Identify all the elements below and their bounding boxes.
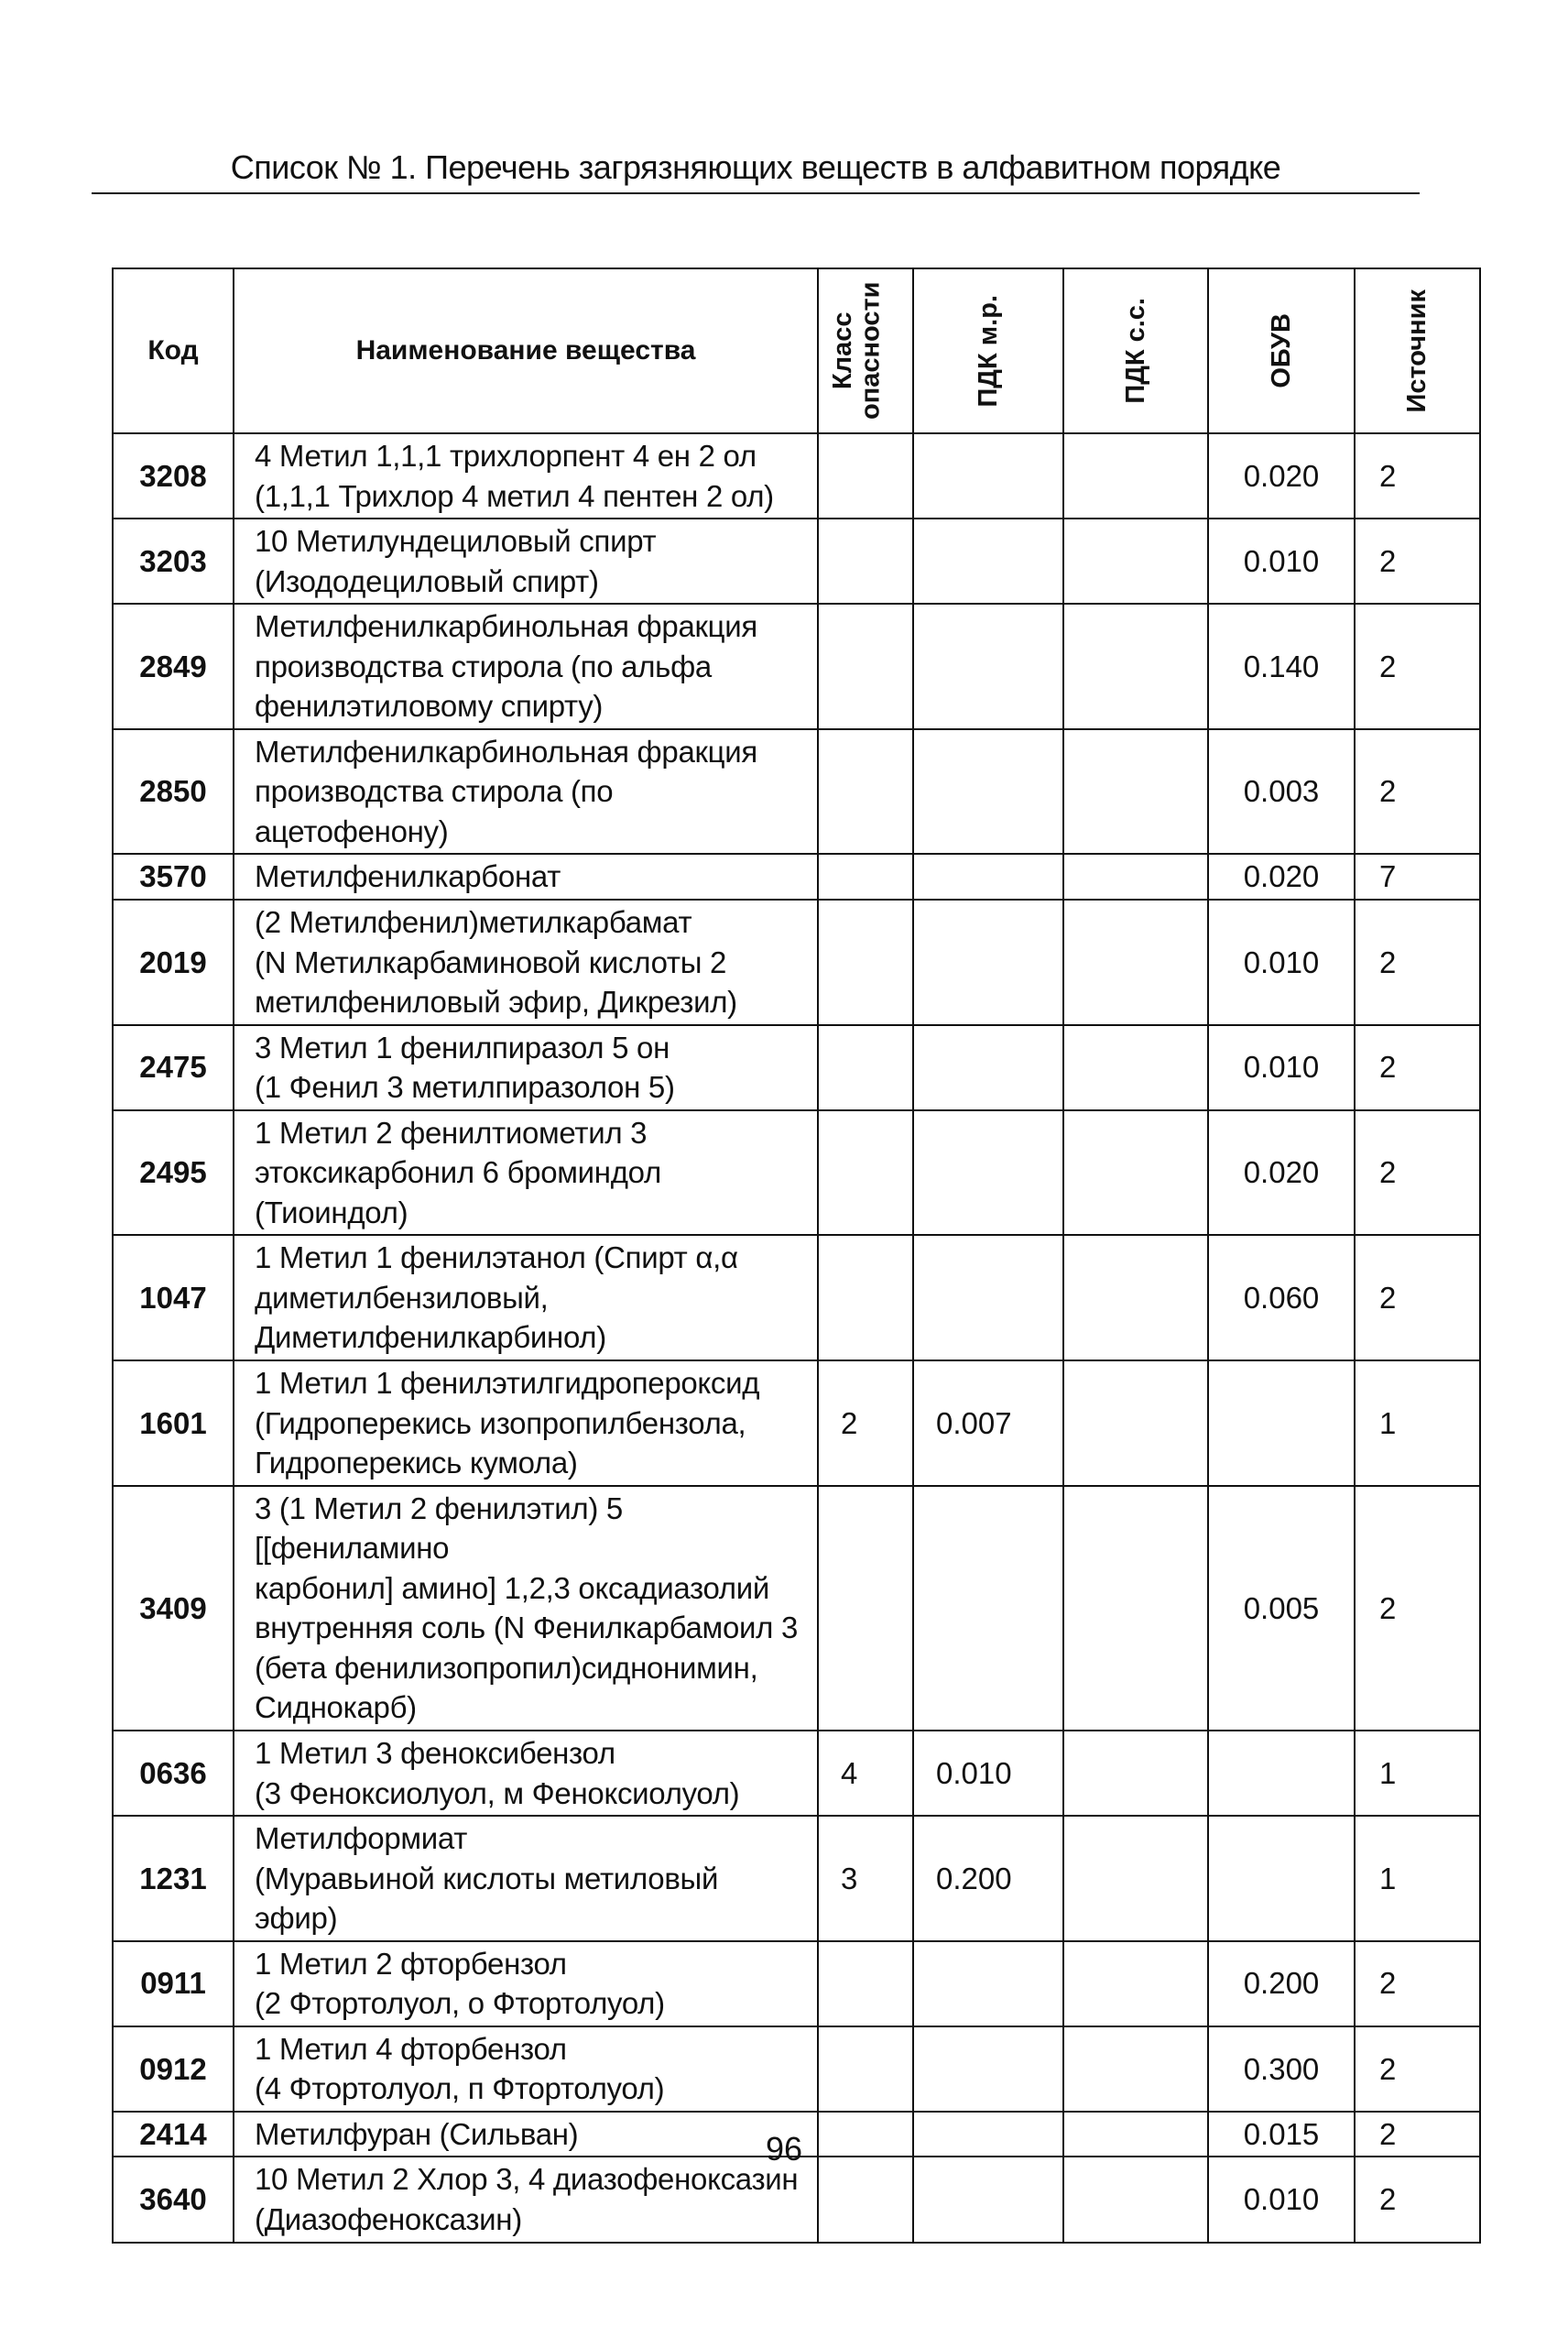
name-line: (N Метилкарбаминовой кислоты 2 — [255, 945, 727, 979]
cell-pdk-mr — [913, 433, 1063, 519]
cell-source: 2 — [1355, 2026, 1480, 2112]
name-line: (2 Фтортолуол, о Фтортолуол) — [255, 1986, 665, 2021]
cell-pdk-ss — [1063, 1486, 1208, 1731]
cell-name — [234, 1360, 818, 1486]
cell-source: 1 — [1355, 1360, 1480, 1486]
cell-source: 1 — [1355, 1731, 1480, 1816]
cell-code: 0911 — [113, 1941, 234, 2026]
table-row — [113, 854, 1480, 900]
cell-obuv: 0.060 — [1208, 1235, 1355, 1360]
name-line: 3 Метил 1 фенилпиразол 5 он — [255, 1030, 670, 1065]
name-line: (Гидроперекись изопропилбензола, — [255, 1405, 746, 1440]
cell-source: 2 — [1355, 604, 1480, 729]
cell-hazard-class — [818, 1941, 913, 2026]
cell-obuv: 0.010 — [1208, 1025, 1355, 1110]
cell-code: 0636 — [113, 1731, 234, 1816]
col-header-obuv: ОБУВ — [1208, 268, 1355, 433]
cell-hazard-class — [818, 604, 913, 729]
name-line: производства стирола (по альфа — [255, 649, 712, 683]
cell-name — [234, 854, 818, 900]
col-header-pdk-ss: ПДК с.с. — [1063, 268, 1208, 433]
cell-code: 1601 — [113, 1360, 234, 1486]
cell-pdk-ss — [1063, 1816, 1208, 1941]
cell-hazard-class — [818, 2026, 913, 2112]
cell-hazard-class — [818, 1025, 913, 1110]
name-line: (1 Фенил 3 метилпиразолон 5) — [255, 1070, 675, 1105]
name-line: производства стирола (по ацетофенону) — [255, 774, 614, 848]
col-header-pdk-mr: ПДК м.р. — [913, 268, 1063, 433]
cell-pdk-ss — [1063, 1731, 1208, 1816]
table-row — [113, 1731, 1480, 1816]
table-row — [113, 1816, 1480, 1941]
cell-obuv: 0.010 — [1208, 519, 1355, 604]
cell-obuv — [1208, 1731, 1355, 1816]
cell-name — [234, 433, 818, 519]
name-line: Метилфенилкарбонат — [255, 859, 561, 894]
cell-source: 2 — [1355, 433, 1480, 519]
name-line: Сиднокарб) — [255, 1690, 417, 1725]
name-line: Метилфенилкарбинольная фракция — [255, 609, 757, 644]
name-line: (2 Метилфенил)метилкарбамат — [255, 905, 692, 940]
name-line: 1 Метил 4 фторбензол — [255, 2031, 567, 2066]
cell-pdk-mr — [913, 729, 1063, 855]
cell-pdk-mr — [913, 2157, 1063, 2242]
name-line: Гидроперекись кумола) — [255, 1446, 578, 1480]
cell-code: 0912 — [113, 2026, 234, 2112]
col-header-source: Источник — [1355, 268, 1480, 433]
name-line: (4 Фтортолуол, п Фтортолуол) — [255, 2071, 665, 2106]
cell-source: 2 — [1355, 1941, 1480, 2026]
cell-code: 3203 — [113, 519, 234, 604]
page-header: Список № 1. Перечень загрязняющих веществ в алфавитном порядке — [92, 148, 1420, 194]
name-line: 1 Метил 1 фенилэтилгидропероксид — [255, 1366, 760, 1401]
table-row — [113, 1486, 1480, 1731]
cell-obuv: 0.015 — [1208, 2112, 1355, 2157]
table-row — [113, 1360, 1480, 1486]
cell-source: 2 — [1355, 900, 1480, 1025]
name-line: этоксикарбонил 6 броминдол (Тиоиндол) — [255, 1155, 661, 1229]
name-line: (1,1,1 Трихлор 4 метил 4 пентен 2 ол) — [255, 478, 774, 513]
cell-hazard-class — [818, 729, 913, 855]
name-line: (Диазофеноксазин) — [255, 2201, 522, 2236]
table-body — [113, 433, 1480, 2243]
cell-pdk-mr — [913, 900, 1063, 1025]
cell-pdk-ss — [1063, 854, 1208, 900]
cell-source: 2 — [1355, 519, 1480, 604]
cell-hazard-class: 3 — [818, 1816, 913, 1941]
table-row — [113, 1110, 1480, 1236]
table-row — [113, 1025, 1480, 1110]
cell-code: 2414 — [113, 2112, 234, 2157]
cell-hazard-class — [818, 2157, 913, 2242]
cell-source: 2 — [1355, 1235, 1480, 1360]
cell-pdk-ss — [1063, 604, 1208, 729]
cell-name — [234, 604, 818, 729]
cell-hazard-class — [818, 433, 913, 519]
cell-code: 2850 — [113, 729, 234, 855]
cell-hazard-class — [818, 519, 913, 604]
table-row — [113, 519, 1480, 604]
cell-code: 2019 — [113, 900, 234, 1025]
cell-name — [234, 519, 818, 604]
cell-pdk-mr: 0.200 — [913, 1816, 1063, 1941]
cell-pdk-ss — [1063, 2026, 1208, 2112]
name-line: внутренняя соль (N Фенилкарбамоил 3 — [255, 1611, 799, 1645]
name-line: (бета фенилизопропил)сиднонимин, — [255, 1650, 758, 1685]
name-line: 10 Метилундециловый спирт — [255, 524, 657, 559]
cell-pdk-ss — [1063, 519, 1208, 604]
cell-pdk-mr — [913, 1025, 1063, 1110]
cell-pdk-ss — [1063, 1235, 1208, 1360]
cell-name — [234, 1235, 818, 1360]
cell-source: 2 — [1355, 2112, 1480, 2157]
cell-source: 2 — [1355, 729, 1480, 855]
table-row — [113, 900, 1480, 1025]
cell-pdk-mr — [913, 519, 1063, 604]
name-line: Метилформиат — [255, 1821, 468, 1856]
name-line: 3 (1 Метил 2 фенилэтил) 5 [[фениламино — [255, 1491, 623, 1566]
cell-pdk-mr — [913, 604, 1063, 729]
cell-pdk-mr — [913, 1110, 1063, 1236]
cell-hazard-class — [818, 854, 913, 900]
cell-obuv: 0.003 — [1208, 729, 1355, 855]
name-line: 1 Метил 2 фторбензол — [255, 1946, 567, 1981]
cell-source: 7 — [1355, 854, 1480, 900]
cell-name — [234, 1486, 818, 1731]
name-line: Метилфуран (Сильван) — [255, 2116, 579, 2151]
cell-code: 3640 — [113, 2157, 234, 2242]
cell-code: 3409 — [113, 1486, 234, 1731]
table-row — [113, 604, 1480, 729]
cell-hazard-class: 4 — [818, 1731, 913, 1816]
cell-source: 2 — [1355, 1486, 1480, 1731]
name-line: диметилбензиловый, — [255, 1280, 549, 1315]
cell-obuv: 0.200 — [1208, 1941, 1355, 2026]
name-line: (Муравьиной кислоты метиловый эфир) — [255, 1861, 719, 1936]
cell-name — [234, 1816, 818, 1941]
cell-hazard-class — [818, 1235, 913, 1360]
name-line: 10 Метил 2 Хлор 3, 4 диазофеноксазин — [255, 2162, 799, 2197]
cell-pdk-mr — [913, 1486, 1063, 1731]
page-number: 96 — [765, 2130, 803, 2168]
table-row — [113, 2026, 1480, 2112]
cell-name — [234, 1110, 818, 1236]
cell-pdk-ss — [1063, 1110, 1208, 1236]
cell-pdk-ss — [1063, 1025, 1208, 1110]
cell-pdk-ss — [1063, 1360, 1208, 1486]
cell-pdk-ss — [1063, 729, 1208, 855]
cell-obuv — [1208, 1816, 1355, 1941]
table-header-row — [113, 268, 1480, 433]
name-line: 1 Метил 2 фенилтиометил 3 — [255, 1115, 648, 1150]
name-line: Диметилфенилкарбинол) — [255, 1320, 606, 1355]
cell-code: 1231 — [113, 1816, 234, 1941]
cell-obuv — [1208, 1360, 1355, 1486]
table-row — [113, 1235, 1480, 1360]
name-line: карбонил] амино] 1,2,3 оксадиазолий — [255, 1570, 770, 1605]
cell-source: 2 — [1355, 1110, 1480, 1236]
cell-obuv: 0.005 — [1208, 1486, 1355, 1731]
cell-name — [234, 900, 818, 1025]
name-line: 1 Метил 1 фенилэтанол (Спирт α,α — [255, 1240, 738, 1275]
cell-source: 2 — [1355, 2157, 1480, 2242]
cell-source: 1 — [1355, 1816, 1480, 1941]
cell-code: 2849 — [113, 604, 234, 729]
name-line: (3 Феноксиолуол, м Феноксиолуол) — [255, 1775, 740, 1810]
cell-pdk-ss — [1063, 433, 1208, 519]
cell-hazard-class — [818, 1486, 913, 1731]
cell-code: 1047 — [113, 1235, 234, 1360]
cell-obuv: 0.140 — [1208, 604, 1355, 729]
cell-pdk-mr — [913, 1235, 1063, 1360]
cell-name — [234, 1731, 818, 1816]
cell-pdk-ss — [1063, 2157, 1208, 2242]
cell-code: 2495 — [113, 1110, 234, 1236]
cell-obuv: 0.020 — [1208, 854, 1355, 900]
name-line: Метилфенилкарбинольная фракция — [255, 734, 757, 769]
cell-name — [234, 2157, 818, 2242]
name-line: 4 Метил 1,1,1 трихлорпент 4 ен 2 ол — [255, 439, 757, 473]
col-header-name: Наименование вещества — [234, 268, 818, 433]
cell-pdk-mr: 0.010 — [913, 1731, 1063, 1816]
table-row — [113, 2157, 1480, 2242]
cell-pdk-mr: 0.007 — [913, 1360, 1063, 1486]
cell-obuv: 0.300 — [1208, 2026, 1355, 2112]
table-row — [113, 433, 1480, 519]
cell-code: 3570 — [113, 854, 234, 900]
cell-code: 2475 — [113, 1025, 234, 1110]
col-header-hazard-class: Класс опасности — [818, 268, 913, 433]
cell-obuv: 0.010 — [1208, 900, 1355, 1025]
cell-source: 2 — [1355, 1025, 1480, 1110]
cell-name — [234, 2026, 818, 2112]
cell-code: 3208 — [113, 433, 234, 519]
col-header-code: Код — [113, 268, 234, 433]
cell-pdk-mr — [913, 2026, 1063, 2112]
cell-name — [234, 729, 818, 855]
cell-obuv: 0.020 — [1208, 1110, 1355, 1236]
cell-hazard-class: 2 — [818, 1360, 913, 1486]
name-line: фенилэтиловому спирту) — [255, 689, 604, 724]
cell-hazard-class — [818, 1110, 913, 1236]
cell-pdk-mr — [913, 1941, 1063, 2026]
cell-pdk-ss — [1063, 1941, 1208, 2026]
table-row — [113, 729, 1480, 855]
substances-table — [112, 268, 1481, 2244]
cell-obuv: 0.010 — [1208, 2157, 1355, 2242]
cell-obuv: 0.020 — [1208, 433, 1355, 519]
name-line: метилфениловый эфир, Дикрезил) — [255, 985, 737, 1020]
table-row — [113, 1941, 1480, 2026]
cell-pdk-mr — [913, 854, 1063, 900]
name-line: (Изододециловый спирт) — [255, 563, 599, 598]
cell-name — [234, 1025, 818, 1110]
name-line: 1 Метил 3 феноксибензол — [255, 1735, 615, 1770]
cell-hazard-class — [818, 900, 913, 1025]
cell-name — [234, 1941, 818, 2026]
cell-pdk-ss — [1063, 900, 1208, 1025]
